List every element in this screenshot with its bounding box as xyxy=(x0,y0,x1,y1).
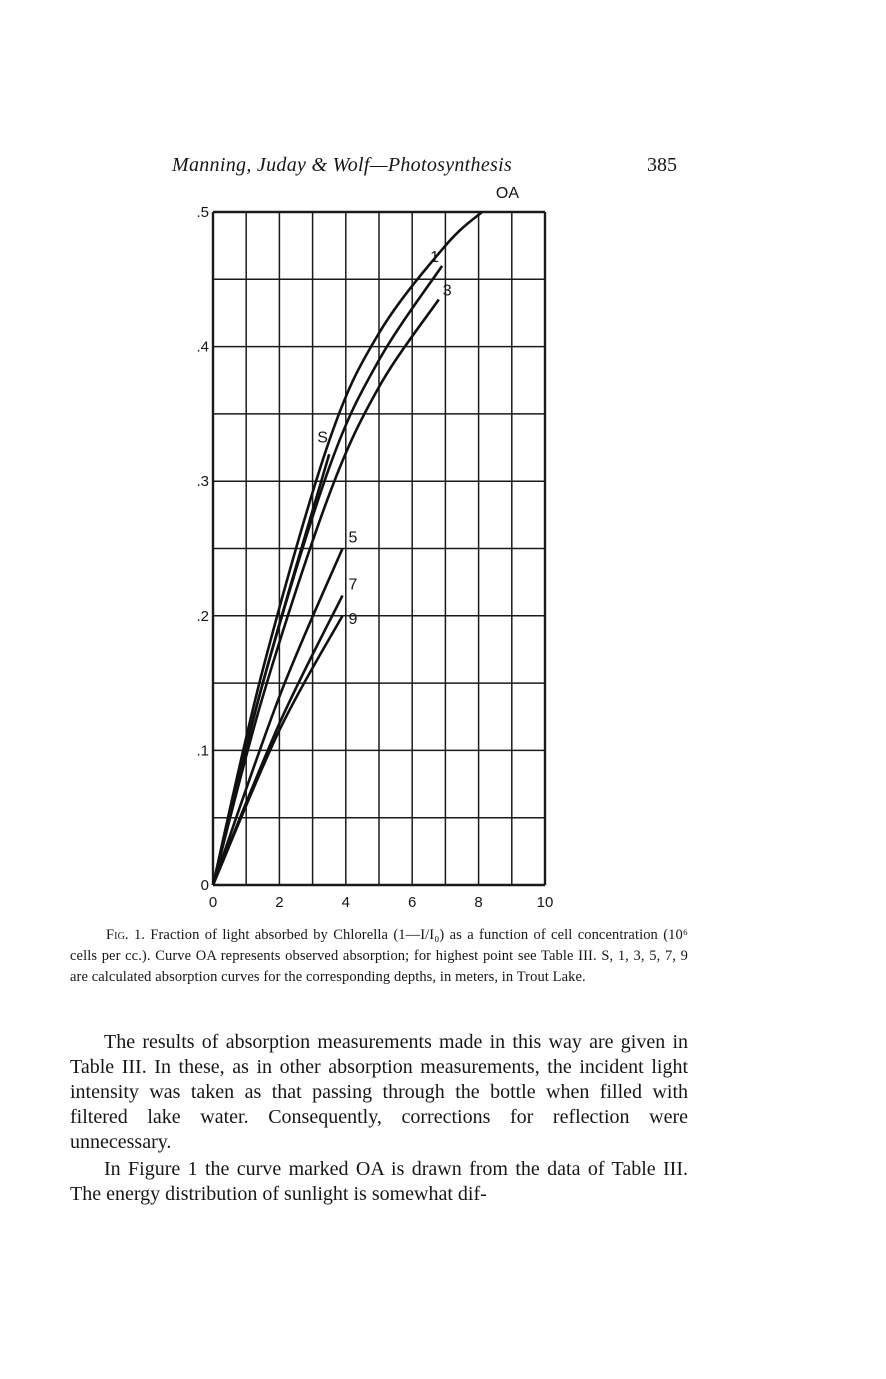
chart-curve-labels xyxy=(317,185,519,628)
curve-label-oa: OA xyxy=(495,185,520,202)
y-tick-label: 0 xyxy=(200,877,209,894)
curve-1 xyxy=(213,266,442,885)
y-tick-label: .3 xyxy=(196,473,209,491)
x-tick-label: 6 xyxy=(408,894,417,911)
page-number: 385 xyxy=(647,154,677,176)
y-tick-label: .5 xyxy=(196,204,209,221)
x-tick-label: 4 xyxy=(341,894,350,911)
chart-tick-labels xyxy=(196,204,553,911)
y-tick-label: .4 xyxy=(196,338,209,356)
x-tick-label: 10 xyxy=(536,894,554,911)
x-tick-label: 0 xyxy=(208,894,218,911)
x-tick-label: 8 xyxy=(474,894,483,911)
running-header-title: Manning, Juday & Wolf—Photosynthesis xyxy=(172,154,513,176)
figure-caption xyxy=(70,925,688,988)
figure-caption-text: Fraction of light absorbed by Chlorella (1—I/I₀) as a function of cell concentration (10⁶ cells per cc.). Curve OA represents observed absorption; for highest point see Table III. S, 1, 3, 5, 7, 9 are calculated absorption curves for the corresponding depths, in meters, in Trout Lake. xyxy=(70,927,688,985)
paragraph: The results of absorption measurements made in this way are given in Table III. In these, as in other absorption measurements, the incident light intensity was taken as that passing through the bottle when filled with filtered lake water. Consequently, corrections for reflection were unnecessary. xyxy=(70,1031,688,1153)
curve-label-s: S xyxy=(317,429,328,447)
curve-label-5: 5 xyxy=(348,529,358,547)
body-text xyxy=(70,1030,688,1207)
y-tick-label: .1 xyxy=(196,742,209,760)
figure-label: Fig. 1. xyxy=(106,927,146,943)
curve-label-3: 3 xyxy=(442,282,452,300)
curve-label-1: 1 xyxy=(430,248,439,266)
curve-label-7: 7 xyxy=(348,576,358,594)
curve-label-9: 9 xyxy=(348,610,358,628)
y-tick-label: .2 xyxy=(196,607,209,625)
paragraph: In Figure 1 the curve marked OA is drawn from the data of Table III. The energy distribution of sunlight is somewhat dif- xyxy=(70,1158,688,1205)
x-tick-label: 2 xyxy=(275,894,284,911)
chart-grid xyxy=(213,212,545,885)
